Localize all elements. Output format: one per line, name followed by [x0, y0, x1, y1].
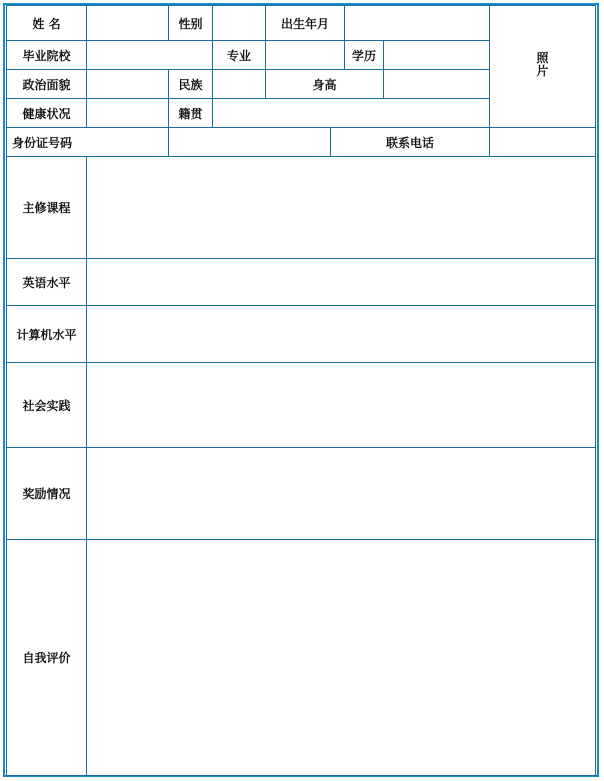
row-awards	[7, 448, 596, 540]
birth-label: 出生年月	[266, 6, 345, 41]
id-label: 身份证号码	[7, 128, 169, 157]
ethnicity-label: 民族	[169, 70, 213, 99]
name-field[interactable]	[87, 6, 169, 41]
school-field[interactable]	[87, 41, 213, 70]
resume-form-table	[6, 5, 596, 776]
name-label: 姓 名	[7, 6, 87, 41]
courses-field[interactable]	[87, 157, 596, 259]
computer-field[interactable]	[87, 306, 596, 363]
health-field[interactable]	[87, 99, 169, 128]
political-field[interactable]	[87, 70, 169, 99]
awards-label: 奖励情况	[7, 448, 87, 540]
english-label: 英语水平	[7, 259, 87, 306]
courses-label: 主修课程	[7, 157, 87, 259]
id-field[interactable]	[169, 128, 331, 157]
photo-label-line2: 片	[536, 64, 549, 78]
phone-field[interactable]	[490, 128, 596, 157]
political-label: 政治面貌	[7, 70, 87, 99]
degree-label: 学历	[345, 41, 384, 70]
gender-field[interactable]	[213, 6, 266, 41]
hometown-field[interactable]	[213, 99, 490, 128]
row-self-eval	[7, 540, 596, 776]
height-label: 身高	[266, 70, 384, 99]
row-english	[7, 259, 596, 306]
self-eval-field[interactable]	[87, 540, 596, 776]
row-basic-1	[7, 6, 596, 41]
height-field[interactable]	[384, 70, 490, 99]
photo-box[interactable]	[490, 6, 596, 128]
major-field[interactable]	[266, 41, 345, 70]
gender-label: 性别	[169, 6, 213, 41]
major-label: 专业	[213, 41, 266, 70]
row-computer	[7, 306, 596, 363]
row-practice	[7, 363, 596, 448]
photo-label-line1: 照	[536, 51, 549, 65]
awards-field[interactable]	[87, 448, 596, 540]
ethnicity-field[interactable]	[213, 70, 266, 99]
row-courses	[7, 157, 596, 259]
practice-label: 社会实践	[7, 363, 87, 448]
row-id-phone	[7, 128, 596, 157]
practice-field[interactable]	[87, 363, 596, 448]
computer-label: 计算机水平	[7, 306, 87, 363]
degree-field[interactable]	[384, 41, 490, 70]
self-eval-label: 自我评价	[7, 540, 87, 776]
hometown-label: 籍贯	[169, 99, 213, 128]
health-label: 健康状况	[7, 99, 87, 128]
english-field[interactable]	[87, 259, 596, 306]
birth-field[interactable]	[345, 6, 490, 41]
phone-label: 联系电话	[331, 128, 490, 157]
school-label: 毕业院校	[7, 41, 87, 70]
